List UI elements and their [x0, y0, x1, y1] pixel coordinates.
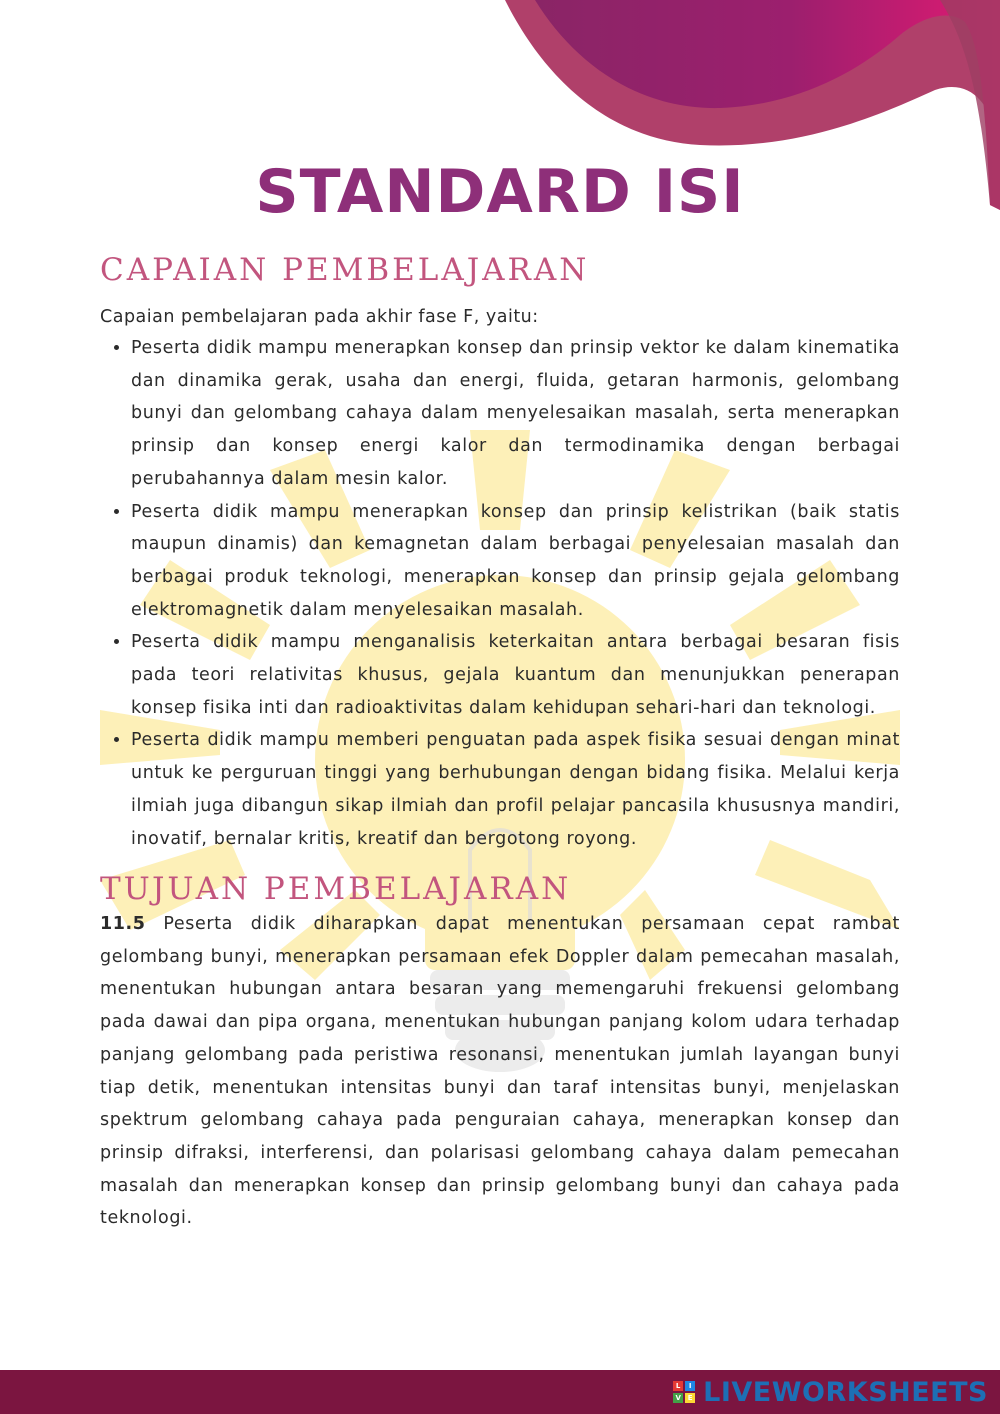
tujuan-heading: TUJUAN PEMBELAJARAN [100, 871, 572, 907]
list-item: • Peserta didik mampu memberi penguatan pada aspek fisika sesuai dengan minat untuk ke perguruan tinggi yang berhubungan dengan bidang fisika. Melalui kerja ilmiah juga dibangun sikap ilmiah dan profil pelajar pancasila khususnya mandiri, inovatif, bernalar kritis, kreatif dan bergotong royong. [131, 724, 900, 855]
list-item: • Peserta didik mampu menerapkan konsep dan prinsip vektor ke dalam kinematika dan dinamika gerak, usaha dan energi, fluida, getaran harmonis, gelombang bunyi dan gelombang cahaya dalam menyelesaikan masalah, serta menerapkan prinsip dan konsep energi kalor dan termodinamika dengan berbagai perubahannya dalam mesin kalor. [131, 332, 900, 496]
capaian-heading: CAPAIAN PEMBELAJARAN [100, 252, 590, 288]
capaian-list [100, 332, 900, 855]
list-item: • Peserta didik mampu menganalisis keterkaitan antara berbagai besaran fisis pada teori relativitas khusus, gejala kuantum dan menunjukkan penerapan konsep fisika inti dan radioaktivitas dalam kehidupan sehari-hari dan teknologi. [131, 626, 900, 724]
logo-letter: E [685, 1393, 695, 1403]
logo-letter: L [673, 1381, 683, 1391]
brand-name: LIVEWORKSHEETS [703, 1376, 988, 1408]
footer-bar [0, 1370, 1000, 1414]
liveworksheets-logo-icon [673, 1381, 695, 1403]
tujuan-paragraph [100, 908, 900, 1235]
logo-letter: V [673, 1393, 683, 1403]
page-title: STANDARD ISI [255, 157, 745, 227]
objective-code: 11.5 [100, 914, 146, 934]
liveworksheets-brand[interactable] [673, 1372, 988, 1412]
objective-text: Peserta didik diharapkan dapat menentukan persamaan cepat rambat gelombang bunyi, menerapkan persamaan efek Doppler dalam pemecahan masalah, menentukan hubungan antara besaran yang memengaruhi frekuensi gelombang pada dawai dan pipa organa, menentukan hubungan panjang kolom udara terhadap panjang gelombang pada peristiwa resonansi, menentukan jumlah layangan bunyi tiap detik, menentukan intensitas bunyi dan taraf intensitas bunyi, menjelaskan spektrum gelombang cahaya pada penguraian cahaya, menerapkan konsep dan prinsip difraksi, interferensi, dan polarisasi gelombang cahaya dalam pemecahan masalah dan menerapkan konsep dan prinsip gelombang bunyi dan cahaya pada teknologi. [100, 914, 900, 1229]
capaian-intro: Capaian pembelajaran pada akhir fase F, yaitu: [100, 307, 539, 327]
list-item: • Peserta didik mampu menerapkan konsep dan prinsip kelistrikan (baik statis maupun dinamis) dan kemagnetan dalam berbagai penyelesaian masalah dan berbagai produk teknologi, menerapkan konsep dan prinsip gejala gelombang elektromagnetik dalam menyelesaikan masalah. [131, 496, 900, 627]
logo-letter: I [685, 1381, 695, 1391]
